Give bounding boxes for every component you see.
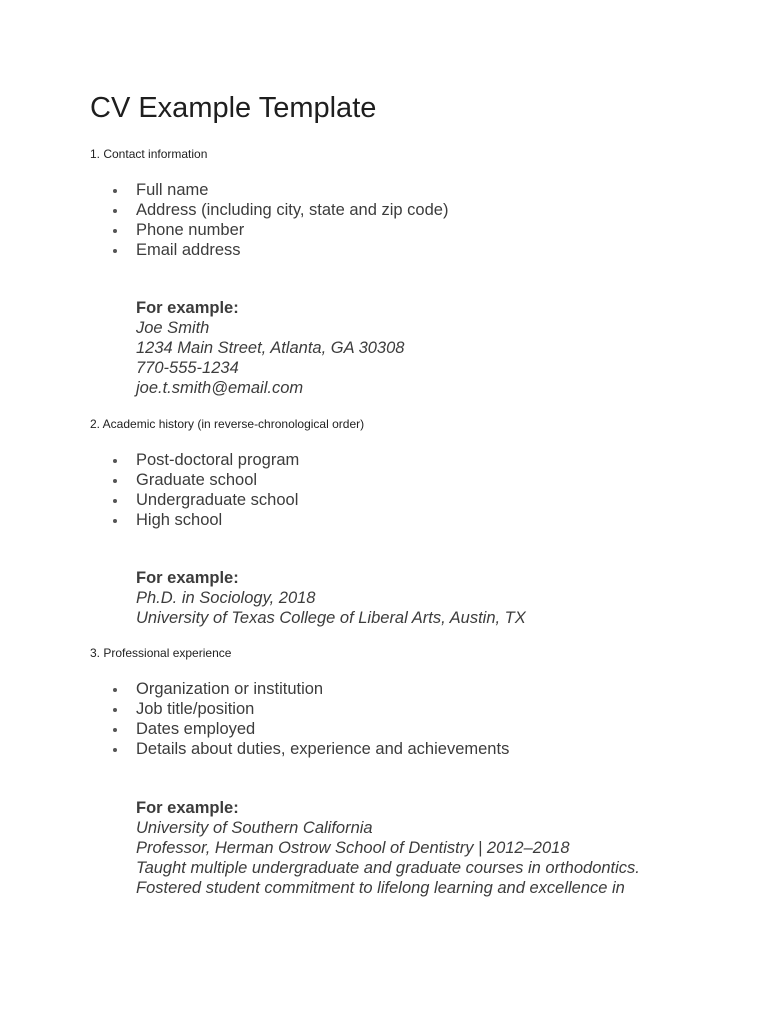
list-item [109,490,299,510]
bullet-icon [113,459,117,463]
section-heading-contact: 1. Contact information [90,147,208,161]
example-line: Joe Smith [136,319,210,337]
bullet-icon [113,479,117,483]
example-label: For example: [136,299,239,317]
bullet-icon [113,209,117,213]
example-block-academic [136,568,526,628]
example-line: 1234 Main Street, Atlanta, GA 30308 [136,339,405,357]
list-item [109,699,509,719]
list-item [109,220,448,240]
bullet-icon [113,499,117,503]
example-label: For example: [136,799,239,817]
bullet-icon [113,229,117,233]
example-block-professional [136,798,640,898]
example-line: joe.t.smith@email.com [136,379,304,397]
list-item-text: Phone number [136,221,245,239]
example-line: Taught multiple undergraduate and graduate courses in orthodontics. [136,859,640,877]
section-heading-professional: 3. Professional experience [90,646,232,660]
list-item [109,200,448,220]
example-label: For example: [136,569,239,587]
bullet-icon [113,688,117,692]
bullet-list-academic [109,450,299,530]
list-item [109,180,448,200]
page-title: CV Example Template [90,92,377,124]
example-line: Fostered student commitment to lifelong learning and excellence in [136,879,625,897]
bullet-icon [113,748,117,752]
list-item-text: High school [136,511,223,529]
list-item-text: Details about duties, experience and achievements [136,740,510,758]
bullet-icon [113,728,117,732]
list-item [109,510,299,530]
list-item-text: Job title/position [136,700,255,718]
list-item [109,719,509,739]
bullet-icon [113,189,117,193]
example-block-contact [136,298,404,398]
list-item-text: Undergraduate school [136,491,299,509]
list-item-text: Post-doctoral program [136,451,300,469]
bullet-list-contact [109,180,448,260]
section-heading-academic: 2. Academic history (in reverse-chronological order) [90,417,365,431]
example-line: University of Southern California [136,819,373,837]
list-item [109,450,299,470]
list-item-text: Graduate school [136,471,258,489]
list-item [109,470,299,490]
list-item [109,739,509,759]
list-item-text: Address (including city, state and zip code) [136,201,449,219]
bullet-icon [113,519,117,523]
list-item-text: Organization or institution [136,680,324,698]
example-line: University of Texas College of Liberal Arts, Austin, TX [136,609,526,627]
list-item-text: Full name [136,181,209,199]
example-line: 770-555-1234 [136,359,239,377]
list-item-text: Email address [136,241,241,259]
list-item [109,240,448,260]
example-line: Professor, Herman Ostrow School of Dentistry | 2012–2018 [136,839,570,857]
bullet-icon [113,708,117,712]
bullet-icon [113,249,117,253]
list-item [109,679,509,699]
list-item-text: Dates employed [136,720,256,738]
example-line: Ph.D. in Sociology, 2018 [136,589,316,607]
bullet-list-professional [109,679,509,759]
